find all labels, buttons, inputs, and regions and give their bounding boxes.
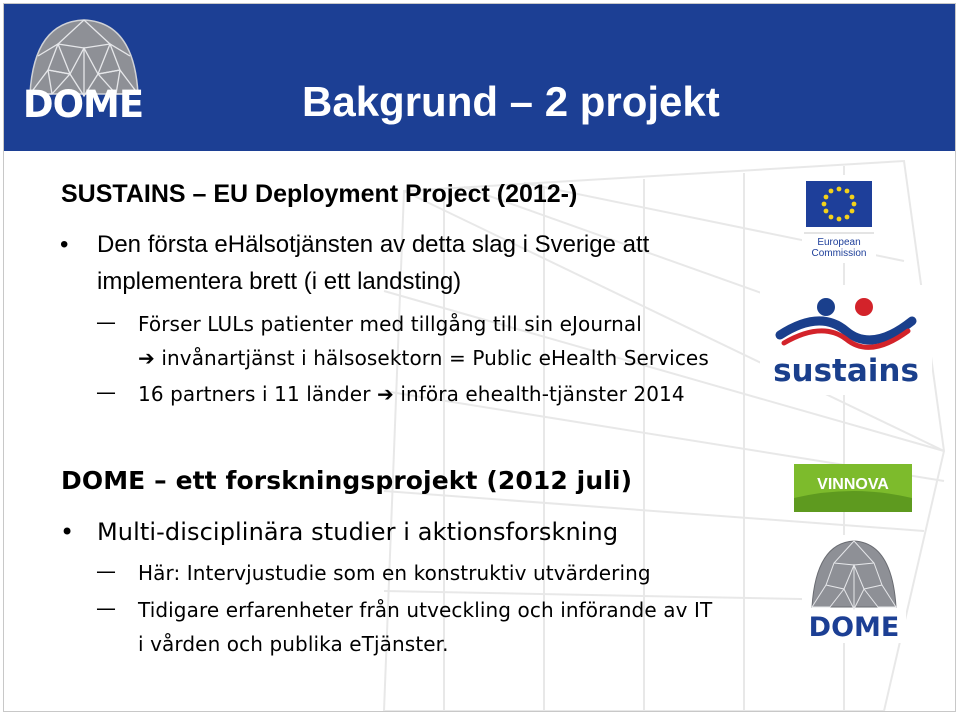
dash-marker-icon: —: [96, 310, 117, 334]
slide: [3, 3, 956, 712]
header-bar: [4, 4, 955, 151]
geodesic-dome-small-icon: [802, 535, 906, 643]
vinnova-logo-icon: [794, 464, 912, 512]
section1-sub2-part2: införa ehealth-tjänster 2014: [400, 382, 685, 406]
sustains-swoosh-icon: [760, 285, 932, 395]
section1-bullet-line1: Den första eHälsotjänsten av detta slag i Sverige att: [97, 231, 650, 258]
section1-sub1-line1: Förser LULs patienter med tillgång till sin eJournal: [138, 312, 642, 336]
ec-logo-line2: Commission: [811, 248, 867, 259]
section1-bullet-line2: implementera brett (i ett landsting): [97, 268, 462, 295]
section2-sub1: [96, 559, 651, 585]
dash-marker-icon: —: [96, 559, 117, 583]
page-title: Bakgrund – 2 projekt: [302, 78, 720, 125]
section2-heading: DOME – ett forskningsprojekt (2012 juli): [61, 466, 633, 495]
section2-sub1-text: Här: Intervjustudie som en konstruktiv utvärdering: [138, 561, 651, 585]
dome-logo: [18, 14, 148, 132]
dome-logo-text: DOME: [22, 83, 144, 126]
section2-bullet: [60, 518, 619, 546]
section2-sub2-line2: i vården och publika eTjänster.: [138, 632, 449, 656]
section1-sub2: [96, 380, 685, 406]
section1-sub1-line2: invånartjänst i hälsosektorn = Public eHealth Services: [161, 346, 709, 370]
arrow-right-icon: ➔: [138, 346, 155, 370]
section1-sub1: [96, 310, 642, 336]
arrow-right-icon: ➔: [377, 382, 394, 406]
section1-sub2-part1: 16 partners i 11 länder: [138, 382, 371, 406]
section2-sub2-cont: [138, 632, 449, 656]
vinnova-logo-text: VINNOVA: [817, 476, 889, 493]
ec-logo-line1: European: [817, 237, 861, 248]
section1-sub1-cont: [138, 346, 709, 370]
section1-bullet-cont: [97, 268, 461, 296]
dome-logo-small: [802, 535, 906, 643]
sustains-logo-text: sustains: [773, 353, 919, 389]
vinnova-logo: [794, 464, 912, 512]
section2-sub2: [96, 596, 713, 622]
dash-marker-icon: —: [96, 380, 117, 404]
european-commission-logo: [802, 175, 876, 263]
sustains-logo: [760, 285, 932, 395]
section2-bullet-text: Multi-disciplinära studier i aktionsforskning: [97, 518, 619, 546]
section2-sub2-line1: Tidigare erfarenheter från utveckling och införande av IT: [138, 598, 713, 622]
section1-bullet: [60, 231, 650, 259]
bullet-dot-icon: •: [60, 231, 69, 258]
eu-flag-icon: [802, 175, 876, 263]
dome-small-logo-text: DOME: [808, 612, 900, 643]
dash-marker-icon: —: [96, 596, 117, 620]
section1-heading: SUSTAINS – EU Deployment Project (2012-): [61, 180, 578, 208]
bullet-dot-icon: •: [60, 518, 75, 546]
